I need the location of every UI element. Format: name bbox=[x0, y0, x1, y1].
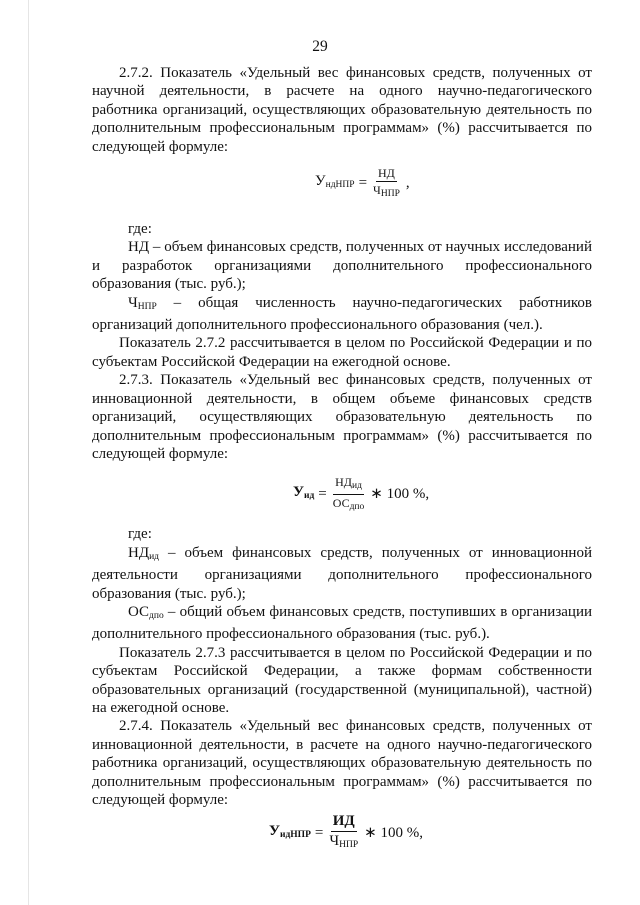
definition-ndid: $НД_{ид}$ – объем финансовых средств, полученных от инновационной деятельности организациями дополнительного профессионального образования (тыс. руб.); bbox=[92, 544, 592, 602]
formula-lhs: $У_{идНПР}$ bbox=[269, 823, 311, 841]
formula-equals: = bbox=[318, 486, 327, 503]
section-2-7-2-lead: 2.7.2. Показатель «Удельный вес финансовых средств, полученных от научной деятельности, в расчете на одного научно-педагогического работника организаций, осуществляющих образовательную деятельность по дополнительным профессиональным программам» (%) рассчитывается по следующей формуле: bbox=[92, 65, 592, 155]
section-2-7-3-scope: Показатель 2.7.3 рассчитывается в целом по Российской Федерации и по субъектам Российской Федерации, а также формам собственности образовательных организаций (государственной (муниципальной), частной) на ежегодной основе. bbox=[92, 644, 592, 716]
formula-fraction bbox=[371, 166, 402, 201]
definition-nd: НД – объем финансовых средств, полученных от научных исследований и разработок организациями дополнительного профессионального образования (тыс. руб.); bbox=[92, 239, 592, 293]
formula-equals: = bbox=[358, 174, 368, 191]
section-2-7-2-scope: Показатель 2.7.2 рассчитывается в целом по Российской Федерации и по субъектам Российской Федерации на ежегодной основе. bbox=[92, 335, 592, 370]
formula-denominator: $ОС_{дпо}$ bbox=[332, 495, 365, 512]
section-2-7-4-lead: 2.7.4. Показатель «Удельный вес финансовых средств, полученных от инновационной деятельности, в расчете на одного научно-педагогического работника организаций, осуществляющих образовательную деятельность по дополнительным профессиональным программам» (%) рассчитывается по следующей формуле: bbox=[92, 718, 592, 808]
formula-denominator: $Ч_{НПР}$ bbox=[329, 832, 359, 850]
formula-2-7-3 bbox=[293, 474, 592, 512]
formula-numerator: ИД bbox=[331, 813, 357, 832]
formula-lhs: $У_{ндНПР}$ bbox=[315, 172, 355, 190]
formula-tail: ∗ 100 %, bbox=[364, 825, 423, 842]
where-label: где: bbox=[128, 526, 152, 543]
scan-edge bbox=[28, 0, 29, 905]
formula-fraction bbox=[327, 813, 360, 854]
formula-numerator: НД bbox=[378, 165, 395, 180]
formula-tail: , bbox=[405, 174, 410, 191]
formula-denominator: $Ч_{НПР}$ bbox=[373, 182, 400, 199]
formula-tail: ∗ 100 %, bbox=[370, 486, 430, 503]
definition-osdpo: $ОС_{дпо}$ – общий объем финансовых средств, поступивших в организации дополнительного профессионального образования (тыс. руб.). bbox=[92, 603, 592, 643]
formula-2-7-2 bbox=[315, 166, 592, 200]
where-label: где: bbox=[128, 221, 152, 238]
formula-fraction bbox=[331, 475, 367, 514]
section-2-7-3-lead: 2.7.3. Показатель «Удельный вес финансовых средств, полученных от инновационной деятельности, в общем объеме финансовых средств организаций, осуществляющих образовательную деятельность по дополнительным профессиональным программам» (%) рассчитывается по следующей формуле: bbox=[92, 372, 592, 462]
formula-lhs: $У_{ид}$ bbox=[293, 484, 315, 502]
page-number: 29 bbox=[312, 38, 328, 55]
formula-2-7-4 bbox=[269, 812, 592, 851]
definition-chnpr: $Ч_{НПР}$ – общая численность научно-педагогических работников организаций дополнительного профессионального образования (чел.). bbox=[92, 294, 592, 334]
formula-numerator: $НД_{ид}$ bbox=[333, 475, 364, 495]
formula-equals: = bbox=[314, 825, 324, 842]
page-content bbox=[92, 64, 592, 851]
